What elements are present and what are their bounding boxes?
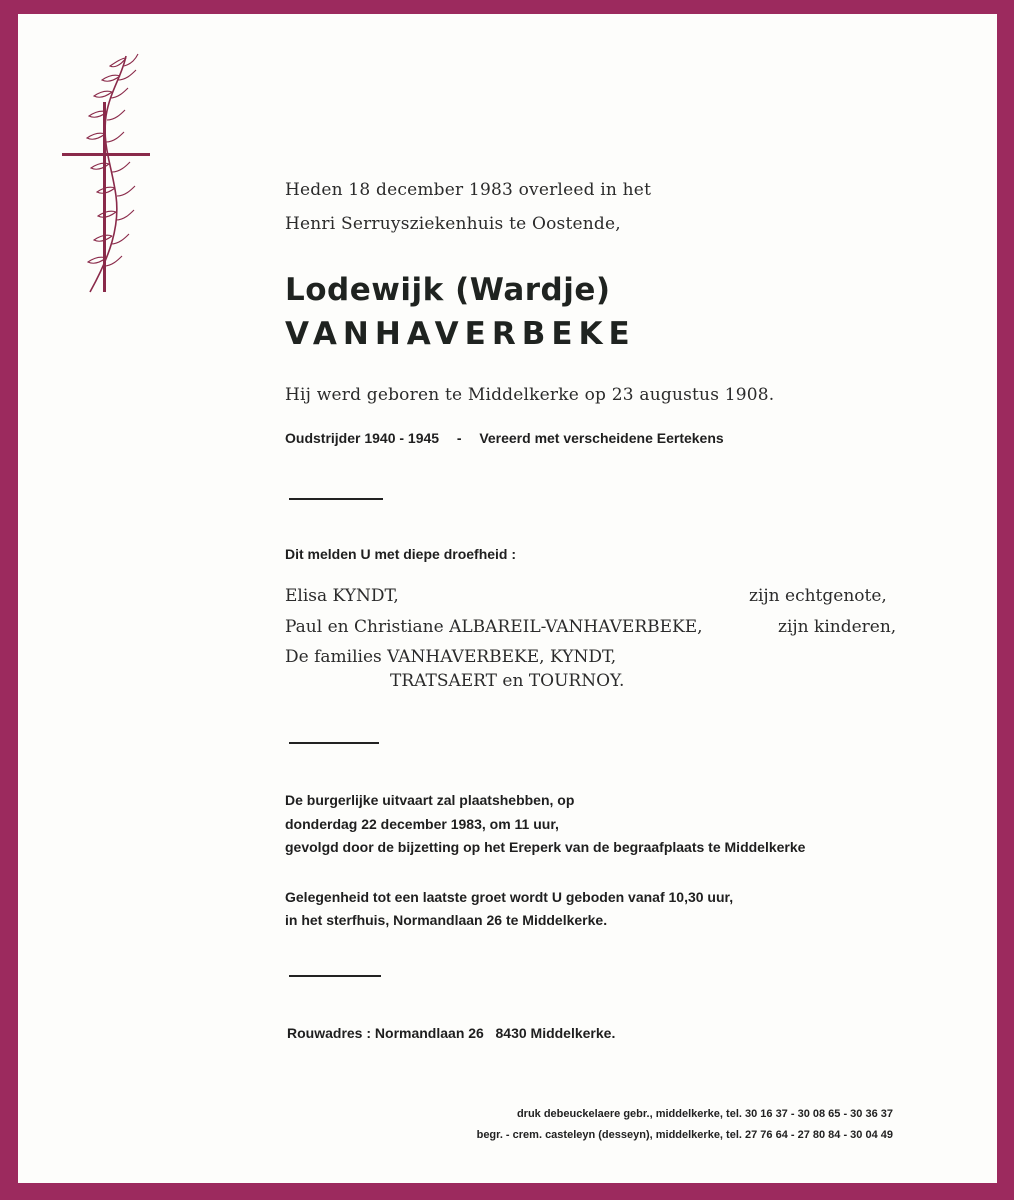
intro-line-1: Heden 18 december 1983 overleed in het: [285, 180, 652, 200]
funeral-line-1: De burgerlijke uitvaart zal plaatshebben, op: [285, 792, 575, 808]
deceased-first-name: Lodewijk (Wardje): [285, 272, 611, 308]
family-relation-0: zijn echtgenote,: [749, 586, 887, 606]
family-relation-1: zijn kinderen,: [778, 617, 897, 637]
veteran-text: Oudstrijder 1940 - 1945: [285, 430, 440, 446]
divider-3: [289, 975, 381, 977]
cross-with-palm-branch-icon: [62, 36, 172, 298]
honors-separator: -: [456, 430, 462, 446]
death-notice-card: [18, 14, 997, 1183]
mourning-address: Rouwadres : Normandlaan 26 8430 Middelkerke.: [287, 1025, 616, 1041]
decorations-text: Vereerd met verscheidene Eertekens: [479, 430, 724, 446]
honors-line: [285, 430, 724, 446]
family-name-3: TRATSAERT en TOURNOY.: [390, 671, 625, 691]
printer-line-2: begr. - crem. casteleyn (desseyn), middelkerke, tel. 27 76 64 - 27 80 84 - 30 04 49: [476, 1129, 893, 1141]
family-name-0: Elisa KYNDT,: [285, 586, 399, 606]
birth-line: Hij werd geboren te Middelkerke op 23 augustus 1908.: [285, 385, 775, 405]
divider-2: [289, 742, 379, 744]
visitation-line-2: in het sterfhuis, Normandlaan 26 te Middelkerke.: [285, 912, 608, 928]
family-name-2: De families VANHAVERBEKE, KYNDT,: [285, 647, 617, 667]
visitation-line-1: Gelegenheid tot een laatste groet wordt U geboden vanaf 10,30 uur,: [285, 889, 734, 905]
funeral-line-2: donderdag 22 december 1983, om 11 uur,: [285, 816, 559, 832]
family-name-1: Paul en Christiane ALBAREIL-VANHAVERBEKE,: [285, 617, 703, 637]
deceased-last-name: VANHAVERBEKE: [285, 316, 636, 352]
announcement-line: Dit melden U met diepe droefheid :: [285, 546, 517, 562]
intro-line-2: Henri Serruysziekenhuis te Oostende,: [285, 214, 621, 234]
divider-1: [289, 498, 383, 500]
printer-line-1: druk debeuckelaere gebr., middelkerke, tel. 30 16 37 - 30 08 65 - 30 36 37: [516, 1108, 893, 1120]
funeral-line-3: gevolgd door de bijzetting op het Ereperk van de begraafplaats te Middelkerke: [285, 839, 806, 855]
